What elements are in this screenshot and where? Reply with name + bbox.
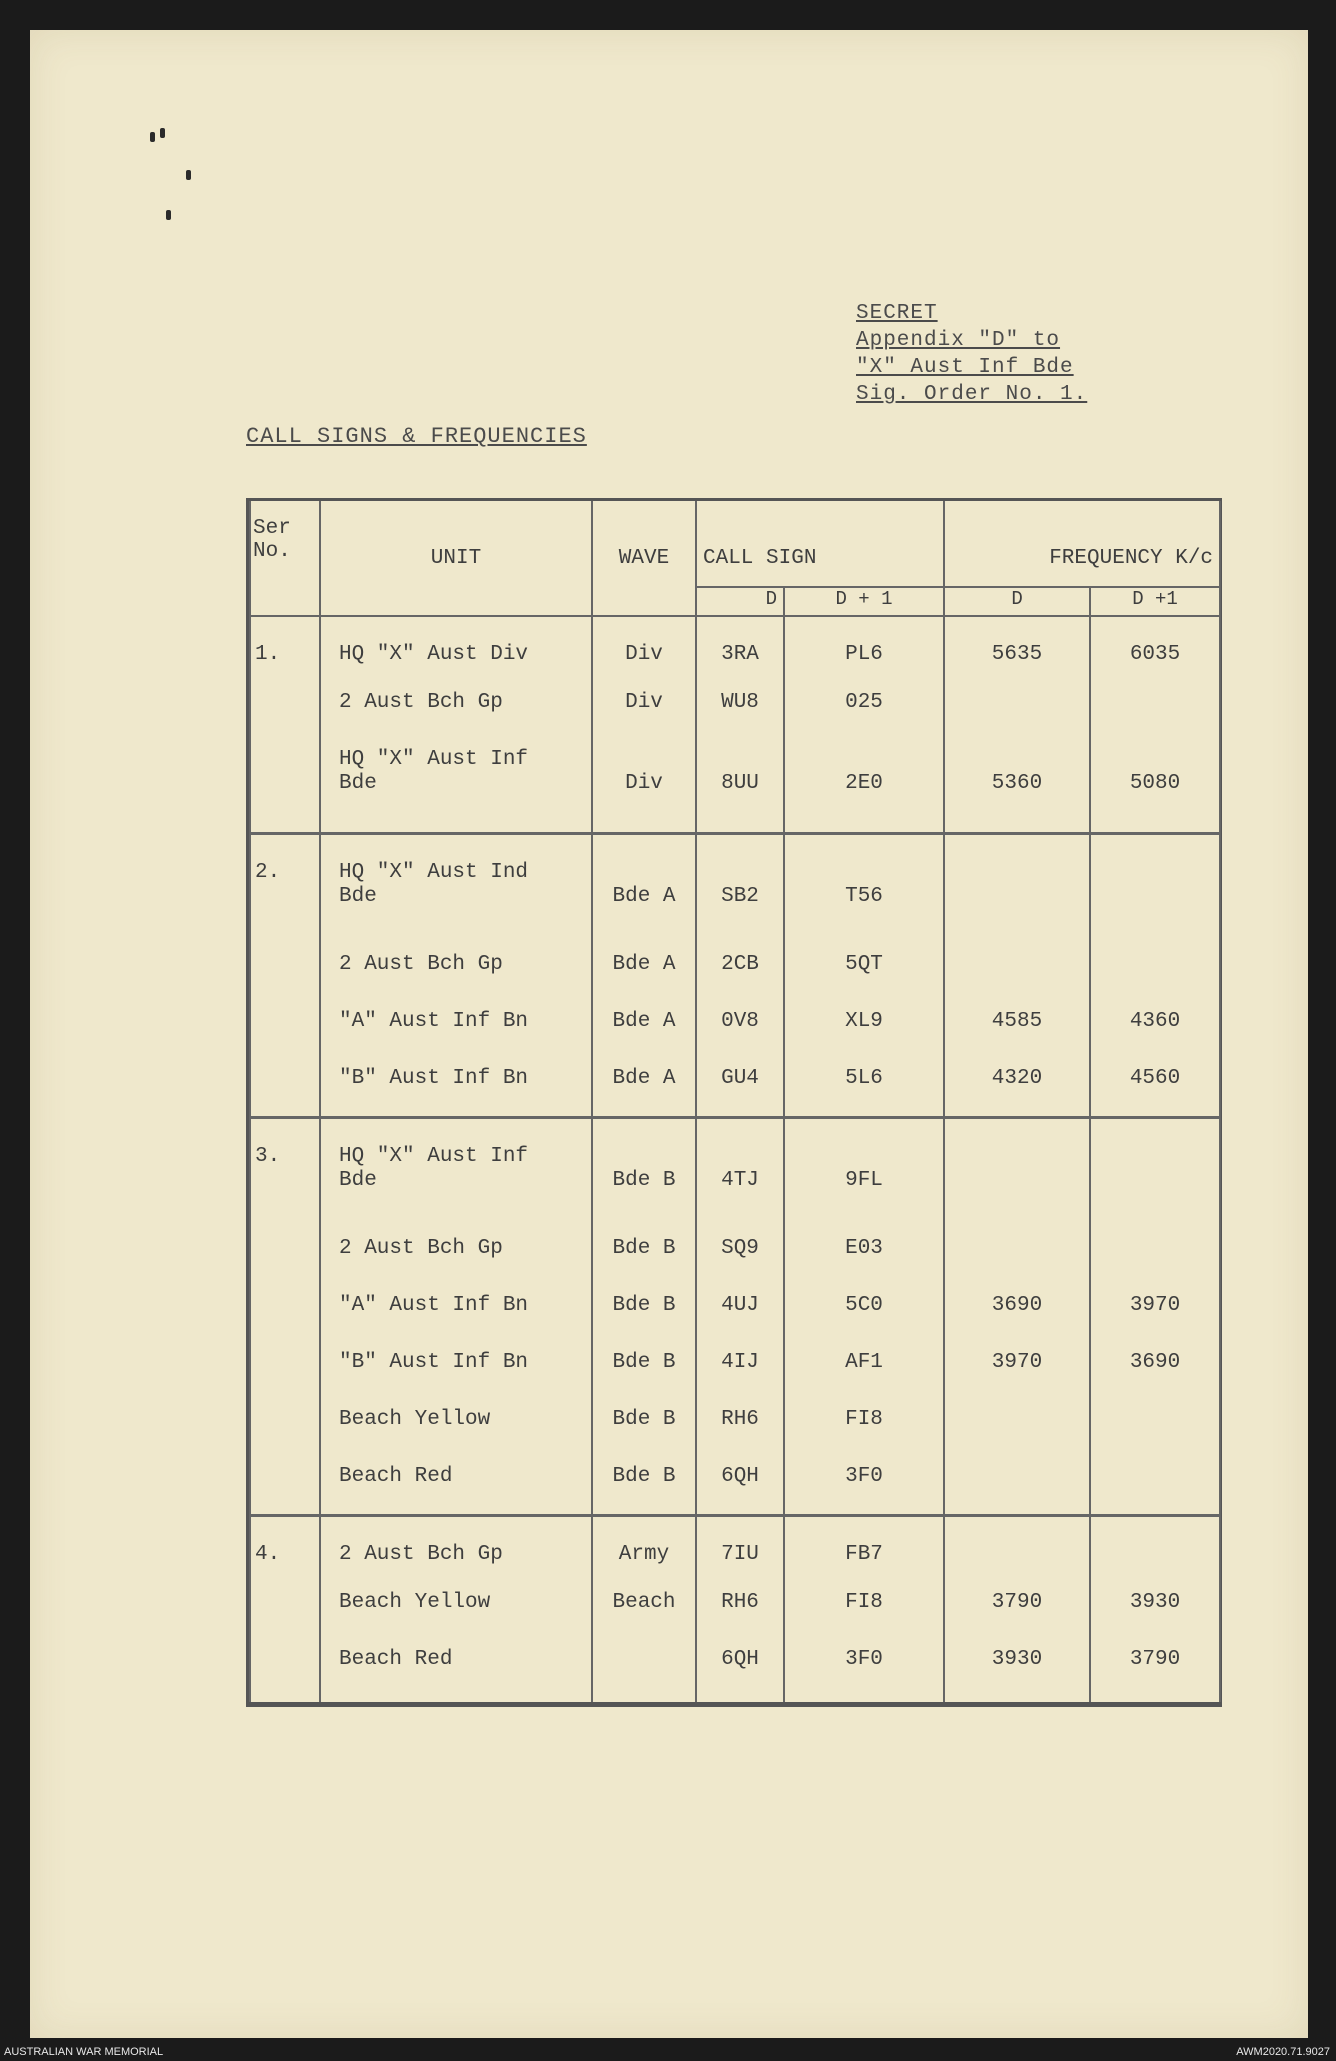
cell-ser [250,945,320,1002]
cell-callsign-d: 8UU [696,740,784,834]
cell-freq-d: 4585 [944,1002,1090,1059]
cell-freq-d1: 6035 [1090,616,1220,683]
table-row [250,945,1220,1002]
col-header-wave: WAVE [592,501,696,616]
cell-ser: 2. [250,834,320,946]
table-row [250,1229,1220,1286]
table-row [250,1400,1220,1457]
table-row [250,1516,1220,1584]
cell-callsign-d: WU8 [696,683,784,740]
cell-ser [250,1583,320,1640]
table-row [250,1286,1220,1343]
cell-callsign-d: 4IJ [696,1343,784,1400]
cell-callsign-d1: 3F0 [784,1457,944,1516]
cell-freq-d1 [1090,683,1220,740]
cell-ser [250,1640,320,1702]
cell-freq-d [944,683,1090,740]
cell-callsign-d1: XL9 [784,1002,944,1059]
cell-freq-d1: 3930 [1090,1583,1220,1640]
cell-callsign-d: 6QH [696,1457,784,1516]
col-header-cs-d: D [696,587,784,616]
cell-ser [250,740,320,834]
cell-ser [250,1343,320,1400]
cell-unit: HQ "X" Aust Div [320,616,592,683]
archive-credit: AUSTRALIAN WAR MEMORIAL [4,2046,164,2058]
cell-freq-d [944,1400,1090,1457]
cell-freq-d: 3970 [944,1343,1090,1400]
cell-wave: Bde A [592,834,696,946]
cell-wave: Beach [592,1583,696,1640]
cell-callsign-d1: PL6 [784,616,944,683]
cell-freq-d [944,1229,1090,1286]
cell-callsign-d1: T56 [784,834,944,946]
cell-freq-d: 4320 [944,1059,1090,1118]
cell-freq-d [944,945,1090,1002]
cell-freq-d1: 5080 [1090,740,1220,834]
header-line-2: Appendix "D" to [856,329,1061,352]
cell-freq-d [944,1118,1090,1230]
cell-wave: Div [592,683,696,740]
cell-callsign-d1: FI8 [784,1583,944,1640]
table-row [250,1343,1220,1400]
cell-callsign-d1: 9FL [784,1118,944,1230]
cell-unit: HQ "X" Aust Inf Bde [320,740,592,834]
cell-wave: Div [592,616,696,683]
table-row [250,740,1220,834]
cell-unit: "B" Aust Inf Bn [320,1343,592,1400]
col-header-ser: Ser No. [250,501,320,616]
cell-callsign-d1: 025 [784,683,944,740]
cell-callsign-d: SQ9 [696,1229,784,1286]
cell-freq-d [944,1457,1090,1516]
cell-freq-d1: 4560 [1090,1059,1220,1118]
cell-callsign-d1: 5C0 [784,1286,944,1343]
cell-ser [250,1002,320,1059]
cell-ser [250,683,320,740]
archive-id: AWM2020.71.9027 [1236,2046,1330,2058]
cell-unit: Beach Yellow [320,1583,592,1640]
cell-freq-d1: 3690 [1090,1343,1220,1400]
cell-callsign-d: 3RA [696,616,784,683]
cell-freq-d: 3930 [944,1640,1090,1702]
col-header-cs-d1: D + 1 [784,587,944,616]
cell-unit: "A" Aust Inf Bn [320,1002,592,1059]
cell-wave: Bde A [592,945,696,1002]
col-header-freq-d1: D +1 [1090,587,1220,616]
cell-callsign-d: 7IU [696,1516,784,1584]
cell-freq-d1 [1090,1118,1220,1230]
cell-callsign-d: SB2 [696,834,784,946]
cell-freq-d1 [1090,1400,1220,1457]
cell-callsign-d1: FB7 [784,1516,944,1584]
cell-wave: Bde A [592,1059,696,1118]
cell-unit: Beach Red [320,1640,592,1702]
cell-freq-d1: 3790 [1090,1640,1220,1702]
cell-freq-d1 [1090,1457,1220,1516]
cell-unit: HQ "X" Aust Ind Bde [320,834,592,946]
cell-ser: 3. [250,1118,320,1230]
cell-wave: Div [592,740,696,834]
table-row [250,1118,1220,1230]
cell-freq-d: 5360 [944,740,1090,834]
cell-ser [250,1400,320,1457]
cell-ser: 4. [250,1516,320,1584]
cell-ser: 1. [250,616,320,683]
cell-callsign-d1: FI8 [784,1400,944,1457]
cell-callsign-d1: 3F0 [784,1640,944,1702]
cell-freq-d: 3790 [944,1583,1090,1640]
cell-ser [250,1286,320,1343]
cell-callsign-d1: E03 [784,1229,944,1286]
cell-callsign-d: RH6 [696,1583,784,1640]
table-row [250,1457,1220,1516]
header-line-3: "X" Aust Inf Bde [856,356,1074,379]
cell-callsign-d: 6QH [696,1640,784,1702]
cell-wave [592,1640,696,1702]
table-row [250,616,1220,683]
document-title: CALL SIGNS & FREQUENCIES [246,424,587,449]
cell-unit: "A" Aust Inf Bn [320,1286,592,1343]
table-row [250,1059,1220,1118]
cell-unit: 2 Aust Bch Gp [320,1516,592,1584]
cell-wave: Bde B [592,1457,696,1516]
cell-wave: Bde B [592,1286,696,1343]
cell-unit: HQ "X" Aust Inf Bde [320,1118,592,1230]
cell-freq-d1 [1090,834,1220,946]
cell-freq-d: 5635 [944,616,1090,683]
table-row [250,1002,1220,1059]
cell-callsign-d1: 5QT [784,945,944,1002]
cell-callsign-d: 2CB [696,945,784,1002]
cell-unit: Beach Yellow [320,1400,592,1457]
cell-unit: 2 Aust Bch Gp [320,945,592,1002]
cell-callsign-d1: 2E0 [784,740,944,834]
header-line-1: SECRET [856,302,938,325]
cell-ser [250,1457,320,1516]
cell-callsign-d: 0V8 [696,1002,784,1059]
cell-wave: Bde B [592,1343,696,1400]
cell-ser [250,1059,320,1118]
cell-freq-d1 [1090,1516,1220,1584]
cell-unit: "B" Aust Inf Bn [320,1059,592,1118]
cell-unit: Beach Red [320,1457,592,1516]
cell-wave: Bde B [592,1400,696,1457]
secret-header [856,300,1087,408]
cell-freq-d1 [1090,1229,1220,1286]
table-row [250,834,1220,946]
cell-wave: Bde B [592,1118,696,1230]
cell-freq-d1 [1090,945,1220,1002]
col-header-callsign: CALL SIGN [696,501,944,587]
cell-freq-d [944,1516,1090,1584]
cell-callsign-d: RH6 [696,1400,784,1457]
col-header-unit: UNIT [320,501,592,616]
col-header-frequency: FREQUENCY K/c [944,501,1220,587]
header-line-4: Sig. Order No. 1. [856,383,1088,406]
cell-freq-d1: 4360 [1090,1002,1220,1059]
cell-callsign-d: 4UJ [696,1286,784,1343]
table-row [250,1640,1220,1702]
cell-ser [250,1229,320,1286]
cell-callsign-d: GU4 [696,1059,784,1118]
cell-callsign-d1: AF1 [784,1343,944,1400]
callsign-table-frame [246,498,1222,1707]
cell-freq-d [944,834,1090,946]
cell-callsign-d1: 5L6 [784,1059,944,1118]
table-row [250,1583,1220,1640]
cell-wave: Bde A [592,1002,696,1059]
cell-freq-d: 3690 [944,1286,1090,1343]
cell-callsign-d: 4TJ [696,1118,784,1230]
cell-unit: 2 Aust Bch Gp [320,683,592,740]
col-header-freq-d: D [944,587,1090,616]
cell-wave: Army [592,1516,696,1584]
cell-freq-d1: 3970 [1090,1286,1220,1343]
cell-wave: Bde B [592,1229,696,1286]
callsign-table [249,501,1221,1702]
table-row [250,683,1220,740]
cell-unit: 2 Aust Bch Gp [320,1229,592,1286]
